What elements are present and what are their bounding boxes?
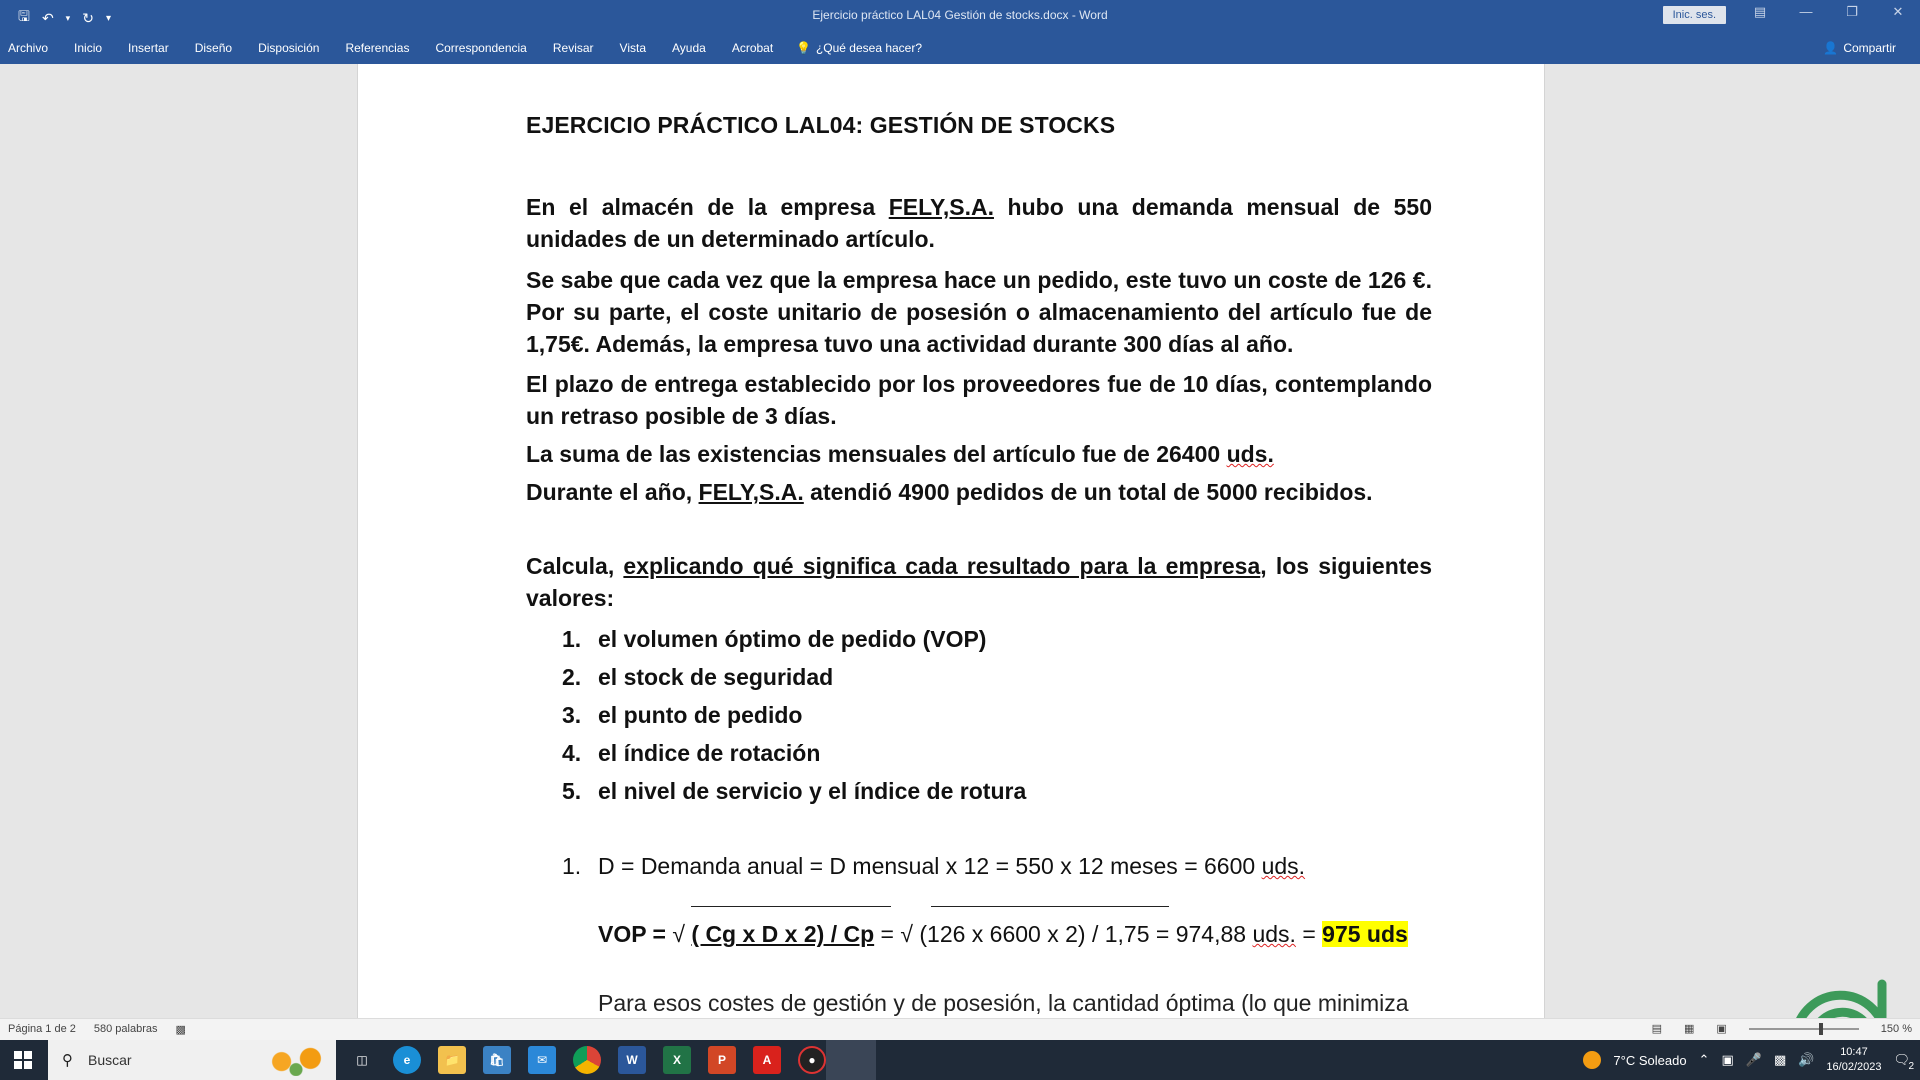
tab-revisar[interactable]: Revisar [552, 41, 594, 55]
tab-diseno[interactable]: Diseño [194, 41, 233, 55]
word-count[interactable]: 580 palabras [93, 1023, 158, 1035]
flower-illustration-icon [260, 1044, 332, 1076]
restore-icon[interactable]: ❐ [1846, 4, 1858, 19]
microphone-icon[interactable]: 🎤 [1745, 1052, 1762, 1067]
share-button[interactable] [1823, 41, 1896, 55]
calc-line [598, 850, 1305, 882]
search-placeholder: Buscar [88, 1052, 132, 1068]
excel-icon[interactable]: X [663, 1046, 691, 1074]
system-tray [1583, 1040, 1914, 1080]
tab-inicio[interactable]: Inicio [74, 41, 103, 55]
minimize-icon[interactable]: — [1799, 4, 1813, 19]
tab-acrobat[interactable]: Acrobat [731, 41, 774, 55]
list-item [562, 620, 1432, 658]
list-item [562, 734, 1432, 772]
cut-off-paragraph: Para esos costes de gestión y de posesión, la cantidad óptima (lo que minimiza [598, 990, 1409, 1016]
share-label: Compartir [1843, 41, 1896, 55]
list-item [562, 772, 1432, 810]
list-num: 3. [562, 702, 582, 728]
tab-referencias[interactable]: Referencias [345, 41, 410, 55]
p5-text-a: Durante el año, [526, 479, 699, 505]
list-num: 1. [562, 626, 582, 652]
save-icon[interactable]: 🖫 [18, 8, 30, 24]
customize-qat-icon[interactable]: ▾ [105, 12, 111, 24]
lightbulb-icon: 💡 [796, 41, 811, 55]
search-icon: ⚲ [62, 1052, 73, 1069]
weather-text[interactable]: 7°C Soleado [1613, 1052, 1687, 1068]
camera-icon[interactable]: ▣ [1721, 1052, 1734, 1067]
company-name-1: FELY,S.A. [888, 194, 994, 220]
document-heading: EJERCICIO PRÁCTICO LAL04: GESTIÓN DE STOCKS [526, 112, 1116, 138]
list-num: 4. [562, 740, 582, 766]
questions-list [562, 620, 1432, 810]
acrobat-icon[interactable]: A [753, 1046, 781, 1074]
list-num: 2. [562, 664, 582, 690]
formula-uds: uds. [1252, 921, 1296, 947]
screen-recorder-icon[interactable]: ● [798, 1046, 826, 1074]
ribbon-display-icon[interactable]: ▤ [1753, 4, 1767, 19]
person-icon: 👤 [1823, 41, 1839, 55]
taskbar-search[interactable] [48, 1040, 336, 1080]
list-text: el volumen óptimo de pedido (VOP) [598, 626, 987, 652]
windows-start-icon[interactable] [14, 1051, 32, 1069]
tab-ayuda[interactable]: Ayuda [672, 41, 706, 55]
formula-equals: = [1295, 921, 1323, 947]
document-page[interactable] [357, 64, 1545, 1018]
formula-middle: = √ (126 x 6600 x 2) / 1,75 = 974,88 [874, 921, 1253, 947]
proofing-icon[interactable]: ▩ [175, 1024, 186, 1036]
p4-text-a: La suma de las existencias mensuales del artículo fue de 26400 [526, 441, 1227, 467]
network-icon[interactable]: ▩ [1773, 1052, 1787, 1067]
tell-me-search[interactable] [796, 41, 922, 55]
vop-formula [598, 920, 1432, 948]
undo-dropdown-icon[interactable]: ▾ [65, 12, 71, 23]
paragraph-4 [526, 438, 1432, 470]
clock[interactable] [1826, 1045, 1881, 1075]
tab-vista[interactable]: Vista [619, 41, 647, 55]
sqrt-bar-1 [691, 906, 891, 907]
close-icon[interactable]: ✕ [1892, 4, 1904, 19]
document-area[interactable] [0, 64, 1920, 1018]
time: 10:47 [1840, 1046, 1868, 1058]
calc-num: 1. [562, 853, 582, 879]
print-layout-icon[interactable]: ▦ [1683, 1023, 1695, 1035]
word-icon[interactable]: W [618, 1046, 646, 1074]
document-content[interactable] [526, 94, 1432, 1017]
formula-sqrt: √ [672, 921, 692, 947]
undo-icon[interactable]: ↶ [41, 9, 54, 26]
p6-text-a: Calcula, [526, 553, 624, 579]
volume-icon[interactable]: 🔊 [1798, 1052, 1815, 1067]
paragraph-1 [526, 191, 1432, 255]
file-explorer-icon[interactable]: 📁 [438, 1046, 466, 1074]
zoom-knob[interactable] [1819, 1023, 1823, 1035]
chrome-icon[interactable] [573, 1046, 601, 1074]
document-title: Ejercicio práctico LAL04 Gestión de stocks.docx - Word [812, 8, 1108, 22]
ribbon-tabs [0, 32, 1920, 64]
list-text: el nivel de servicio y el índice de rotura [598, 778, 1027, 804]
tab-disposicion[interactable]: Disposición [258, 41, 320, 55]
paragraph-6 [526, 550, 1432, 614]
p6-text-b: , los siguientes valores: [526, 553, 1432, 611]
list-item [562, 696, 1432, 734]
list-text: el stock de seguridad [598, 664, 834, 690]
notification-count: 2 [1908, 1061, 1914, 1072]
watermark-logo [1770, 954, 1910, 1018]
formula-label: VOP = [598, 921, 673, 947]
paragraph-3: El plazo de entrega establecido por los proveedores fue de 10 días, contemplando un retraso posible de 3 días. [526, 371, 1432, 429]
p5-text-b: atendió 4900 pedidos de un total de 5000 recibidos. [803, 479, 1373, 505]
sqrt-bar-2 [931, 906, 1169, 907]
notifications-icon[interactable]: 🗨 2 [1893, 1052, 1914, 1072]
tab-insertar[interactable]: Insertar [128, 41, 169, 55]
company-name-2: FELY,S.A. [698, 479, 804, 505]
store-icon[interactable]: 🛍 [483, 1046, 511, 1074]
list-num: 5. [562, 778, 582, 804]
tell-me-label: ¿Qué desea hacer? [815, 41, 923, 55]
paragraph-5 [526, 476, 1432, 508]
web-layout-icon[interactable]: ▣ [1716, 1023, 1727, 1035]
page-count[interactable]: Página 1 de 2 [8, 1023, 76, 1035]
taskbar [0, 1040, 1920, 1080]
active-app-highlight [826, 1040, 876, 1080]
mail-icon[interactable]: ✉ [528, 1046, 556, 1074]
p6-underlined: explicando qué significa cada resultado para la empresa [623, 553, 1261, 579]
read-mode-icon[interactable]: ▤ [1651, 1023, 1662, 1035]
calc-text: D = Demanda anual = D mensual x 12 = 550 x 12 meses = 6600 [598, 853, 1262, 879]
task-view-icon[interactable]: ◫ [356, 1053, 368, 1067]
p4-uds: uds. [1226, 441, 1274, 467]
redo-icon[interactable]: ↻ [82, 9, 94, 26]
formula-expression: ( Cg x D x 2) / Cp [691, 921, 875, 947]
zoom-level[interactable]: 150 % [1880, 1022, 1912, 1035]
edge-icon[interactable]: e [393, 1046, 421, 1074]
status-bar [0, 1018, 1920, 1040]
p1-text-b: hubo una demanda mensual de 550 unidades de un determinado artículo. [526, 194, 1433, 252]
list-text: el punto de pedido [598, 702, 803, 728]
calculation-1 [562, 850, 1432, 882]
sign-in-button[interactable]: Inic. ses. [1663, 6, 1726, 24]
paragraph-2: Se sabe que cada vez que la empresa hace un pedido, este tuvo un coste de 126 €. Por su parte, el coste unitario de posesión o almacenamiento del artículo fue de 1,75€. Además, la empresa tuvo una actividad durante 300 días al año. [526, 267, 1432, 357]
sun-icon[interactable] [1583, 1051, 1601, 1069]
title-bar [0, 0, 1920, 32]
p1-text-a: En el almacén de la empresa [526, 194, 889, 220]
calc-uds: uds. [1261, 853, 1306, 879]
formula-result: 975 uds [1322, 921, 1408, 947]
tab-archivo[interactable]: Archivo [8, 41, 49, 55]
zoom-slider[interactable] [1749, 1028, 1859, 1030]
chevron-up-icon[interactable]: ⌃ [1698, 1052, 1710, 1067]
date: 16/02/2023 [1826, 1061, 1882, 1073]
window-controls [1752, 4, 1906, 20]
list-text: el índice de rotación [598, 740, 821, 766]
list-item [562, 658, 1432, 696]
tab-correspondencia[interactable]: Correspondencia [435, 41, 527, 55]
powerpoint-icon[interactable]: P [708, 1046, 736, 1074]
